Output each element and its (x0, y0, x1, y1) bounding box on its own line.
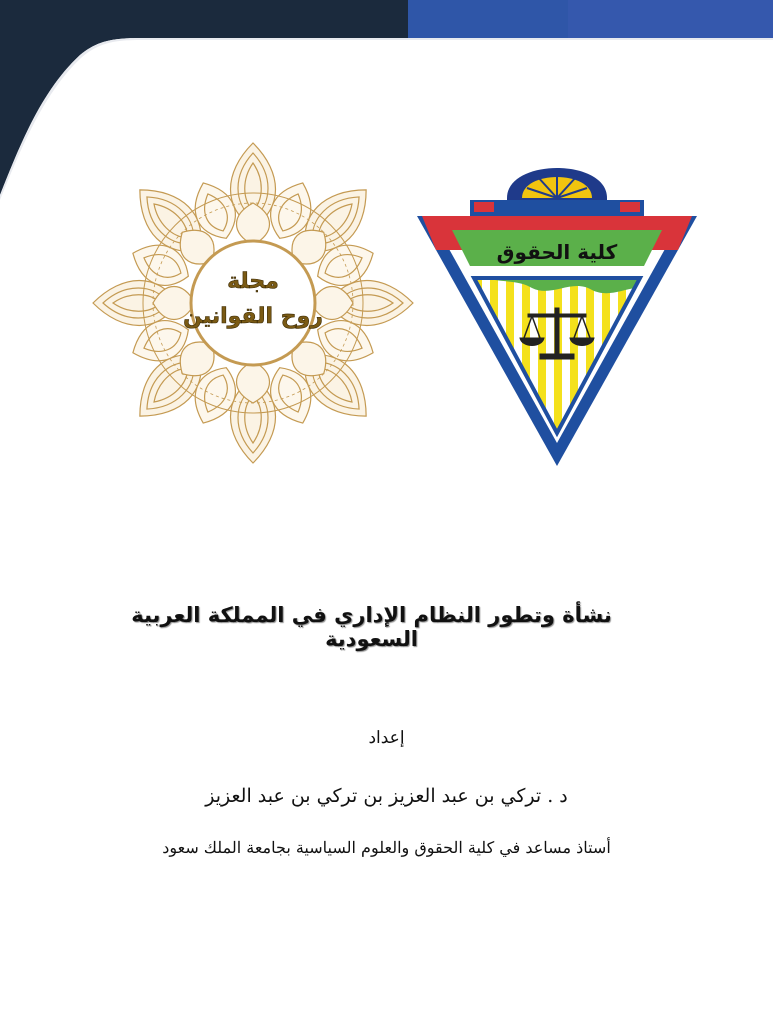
author-name: د . تركي بن عبد العزيز بن تركي بن عبد العزيز (205, 785, 568, 807)
prepared-by-label: إعداد (368, 728, 405, 748)
faculty-logo-text: كلية الحقوق (496, 240, 618, 264)
author-affiliation: أستاذ مساعد في كلية الحقوق والعلوم السياسية بجامعة الملك سعود (162, 838, 611, 857)
journal-logo (88, 138, 418, 468)
document-title: نشأة وتطور النظام الإداري في المملكة العربية السعودية (131, 603, 612, 651)
faculty-logo (412, 138, 702, 468)
journal-logo-line2: روح القوانين (183, 304, 323, 329)
journal-logo-line1: مجلة (227, 269, 279, 294)
